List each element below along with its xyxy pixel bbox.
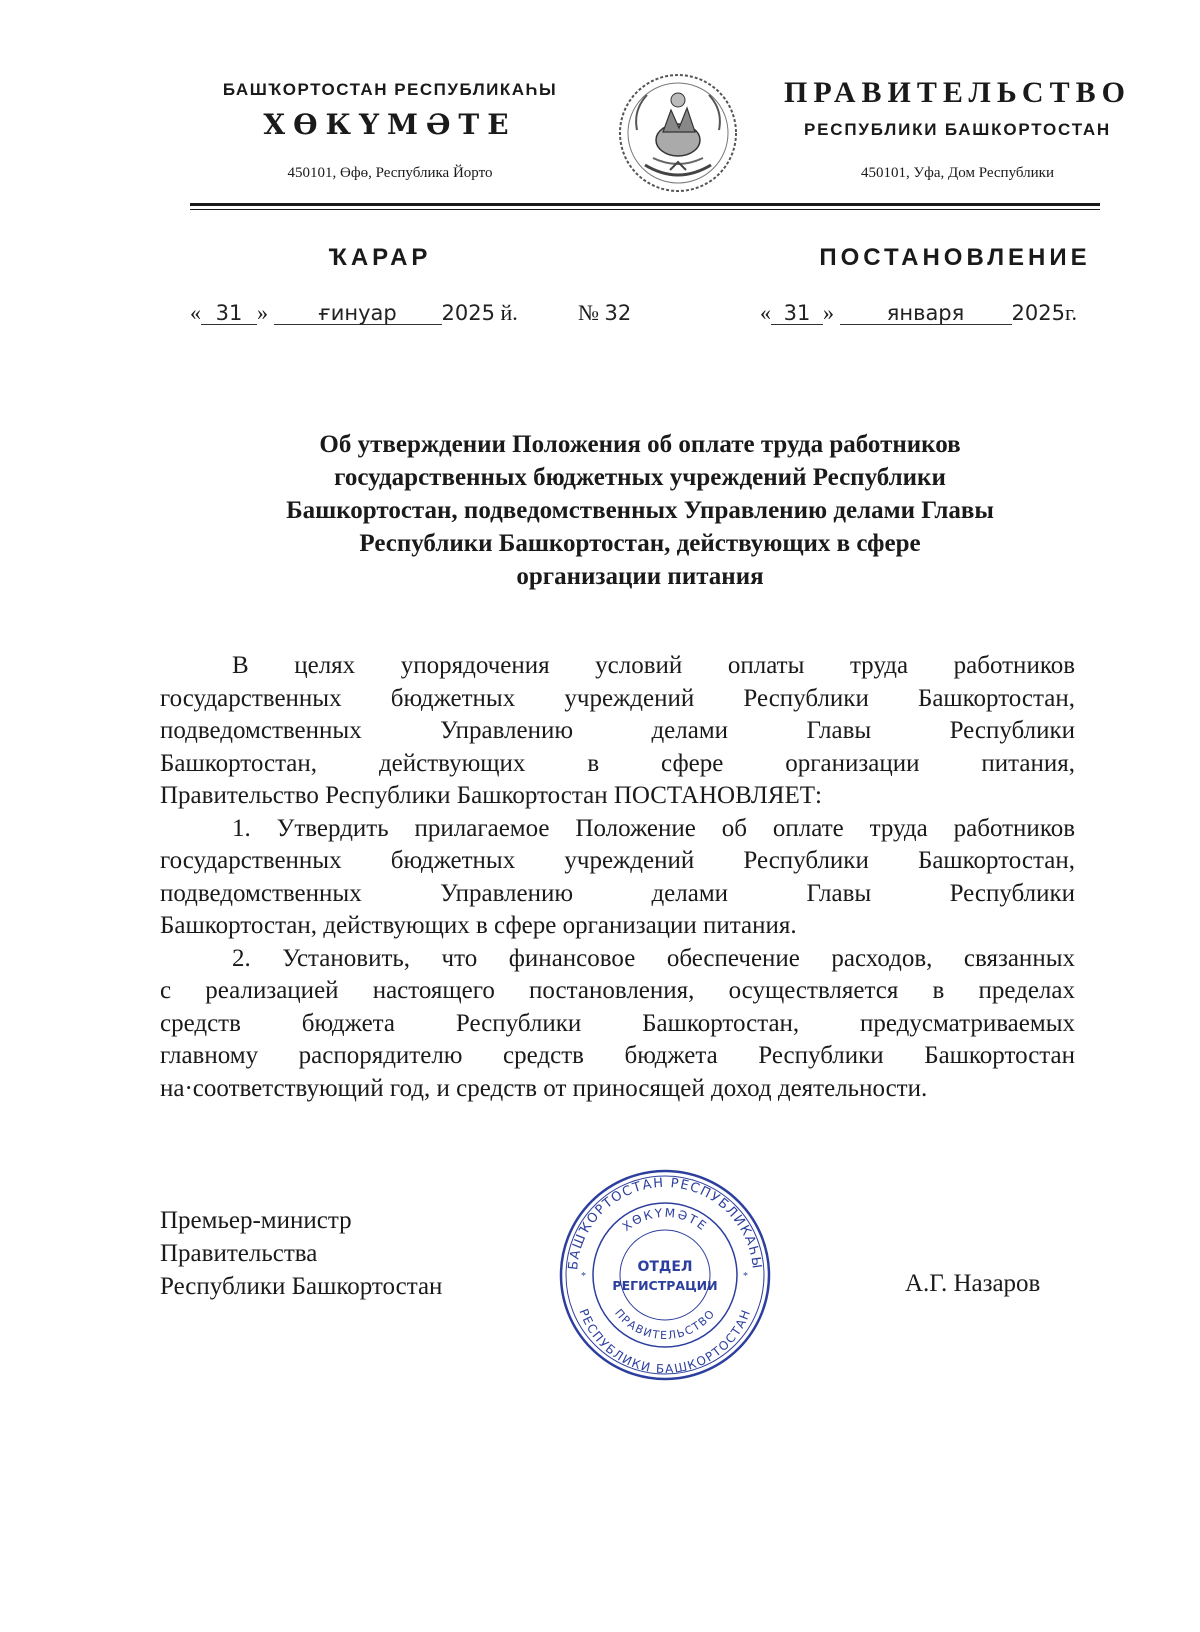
doc-type-right: ПОСТАНОВЛЕНИЕ [819,244,1091,271]
date-right-year: 2025 [1011,301,1065,325]
stamp-star-icon: * [581,1271,586,1282]
stamp-center-line1: ОТДЕЛ [637,1259,693,1275]
doc-number-label: № [578,300,599,325]
title-line: государственных бюджетных учреждений Республики [334,464,946,491]
body-line: 1. Утвердить прилагаемое Положение об оплате труда работников [232,814,1075,842]
title-line: Республики Башкортостан, действующих в сфере [359,530,921,557]
date-left-open-quote: « [190,300,201,325]
stamp-center-line2: РЕГИСТРАЦИИ [612,1278,718,1293]
date-right-suffix: г. [1064,300,1077,325]
body-line: Башкортостан, действующих в сфере организации питания, [160,749,1075,777]
date-left-suffix: й. [500,300,518,325]
document-title [210,428,1070,593]
header-divider-thick [190,203,1100,206]
body-line: на·соответствующий год, и средств от приносящей доход деятельности. [160,1074,928,1102]
stamp-star-icon: * [743,1271,748,1282]
body-line: государственных бюджетных учреждений Республики Башкортостан, [160,684,1075,712]
body-line: средств бюджета Республики Башкортостан, предусматриваемых [160,1009,1075,1037]
letterhead-left-name: ХӨКҮМӘТЕ [263,108,517,141]
title-line: Башкортостан, подведомственных Управлению делами Главы [286,497,994,524]
date-left-year: 2025 [441,301,495,325]
body-line: подведомственных Управлению делами Главы Республики [160,717,1075,744]
doc-number [578,300,631,326]
date-left-day: 31 [201,302,257,325]
registration-stamp [555,1165,775,1385]
stamp-outer-bottom-text: РЕСПУБЛИКИ БАШКОРТОСТАН [576,1306,754,1377]
date-right-open-quote: « [760,300,771,325]
doc-type-left: ҠАРАР [328,244,432,271]
coat-of-arms-icon [615,70,741,196]
signatory-position [160,1204,442,1303]
letterhead-left-title: БАШҠОРТОСТАН РЕСПУБЛИКАҺЫ [222,80,558,99]
document-body [160,650,1075,1105]
body-line: 2. Установить, что финансовое обеспечение расходов, связанных [232,944,1075,972]
signatory-position-line: Премьер-министр [160,1207,352,1234]
stamp-inner-top-text: ХӨКҮМӘТЕ [619,1205,711,1234]
header-divider-thin [190,209,1100,210]
date-left-month: ғинуар [274,302,442,325]
title-line: Об утверждении Положения об оплате труда работников [319,431,961,458]
title-line: организации питания [516,563,764,590]
doc-number-value: 32 [604,301,632,325]
body-line: Правительство Республики Башкортостан ПОСТАНОВЛЯЕТ: [160,782,822,809]
signatory-position-line: Правительства [160,1240,318,1267]
body-line: В целях упорядочения условий оплаты труда работников [232,652,1075,679]
date-right [760,300,1077,326]
date-left [190,300,518,326]
date-left-close-quote: » [257,300,268,325]
date-right-month: января [840,302,1012,325]
stamp-inner-bottom-text: ПРАВИТЕЛЬСТВО [612,1306,718,1343]
date-right-close-quote: » [823,300,834,325]
signatory-position-line: Республики Башкортостан [160,1273,443,1300]
date-right-day: 31 [771,302,823,325]
letterhead-right-address: 450101, Уфа, Дом Республики [861,165,1054,181]
body-line: подведомственных Управлению делами Главы Республики [160,879,1075,907]
letterhead-right-name: ПРАВИТЕЛЬСТВО [784,76,1131,109]
body-line: государственных бюджетных учреждений Республики Башкортостан, [160,847,1075,874]
body-line: с реализацией настоящего постановления, осуществляется в пределах [160,977,1075,1004]
letterhead-right-title: РЕСПУБЛИКИ БАШКОРТОСТАН [804,120,1111,139]
signatory-name: А.Г. Назаров [905,1270,1041,1297]
body-line: главному распорядителю средств бюджета Республики Башкортостан [160,1042,1075,1069]
letterhead-left-address: 450101, Өфө, Республика Йорто [287,165,493,181]
stamp-outer-top-text: БАШҠОРТОСТАН РЕСПУБЛИКАҺЫ [566,1175,765,1271]
body-line: Башкортостан, действующих в сфере организации питания. [160,912,797,939]
